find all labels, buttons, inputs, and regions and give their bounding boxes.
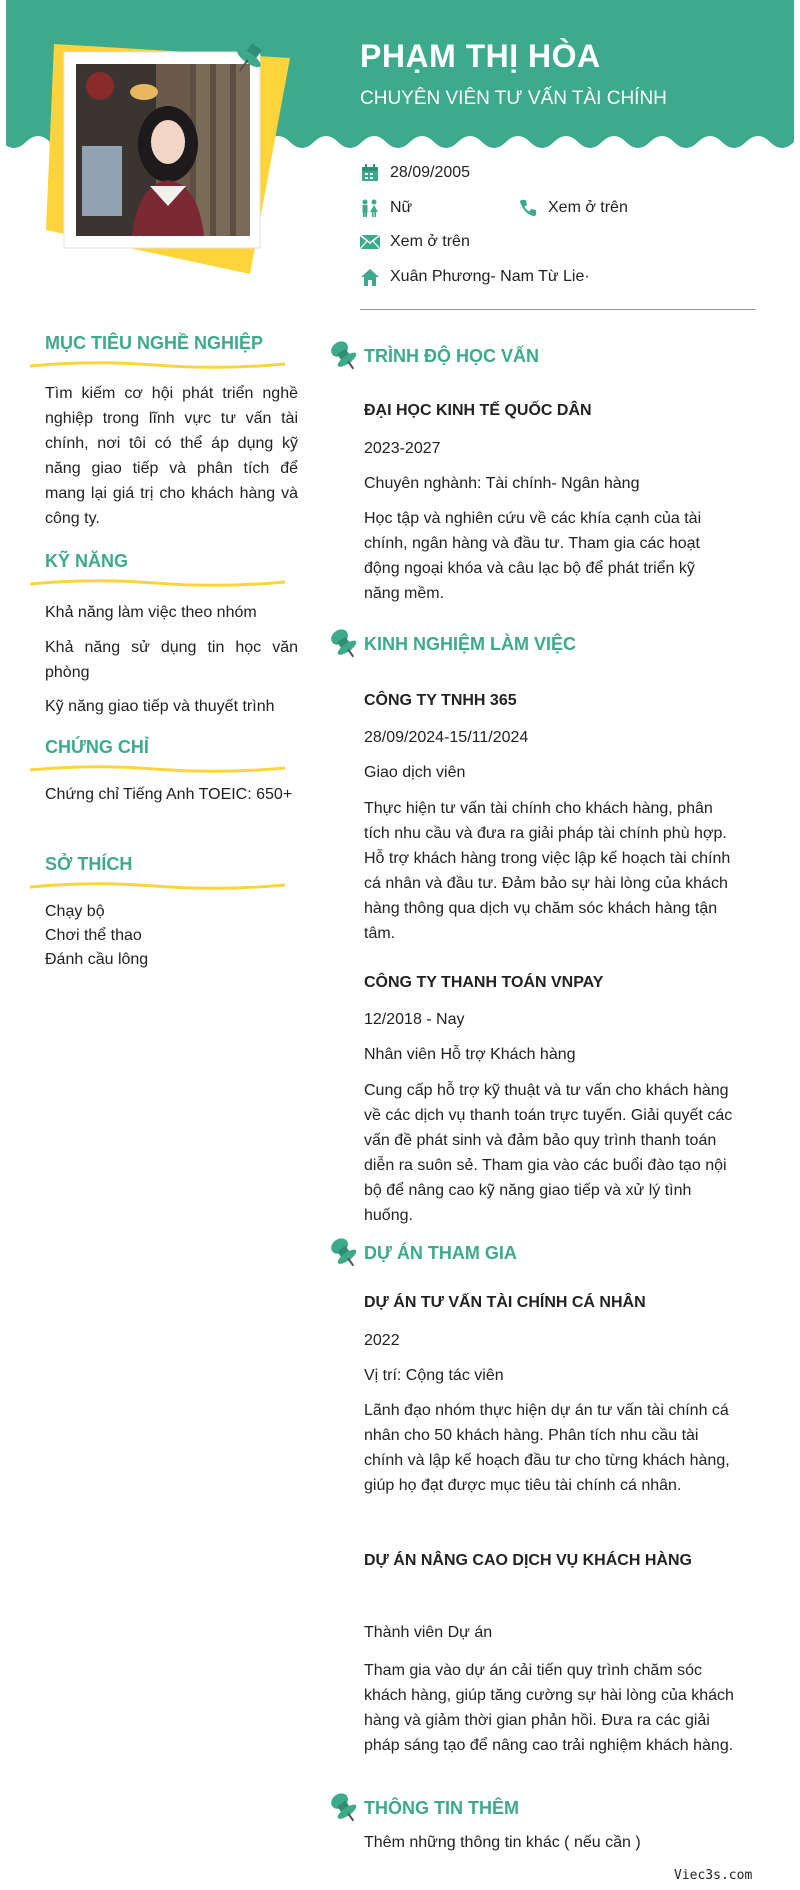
experience-heading — [328, 628, 576, 660]
certificates-section — [30, 737, 300, 774]
objective-title: MỤC TIÊU NGHỀ NGHIỆP — [45, 333, 264, 353]
education-major: Chuyên nghành: Tài chính- Ngân hàng — [364, 475, 640, 492]
pushpin-icon — [328, 1792, 358, 1824]
job-role: Giao dịch viên — [364, 764, 466, 781]
gender-icon — [360, 198, 380, 218]
skill-item: Khả năng làm việc theo nhóm — [45, 604, 257, 621]
birthday-value: 28/09/2005 — [390, 164, 471, 181]
hobbies-title: SỞ THÍCH — [45, 854, 133, 874]
gender-item — [360, 198, 412, 218]
school-name: ĐẠI HỌC KINH TẾ QUỐC DÂN — [364, 402, 592, 419]
pushpin-icon — [328, 1237, 358, 1269]
squiggle-divider — [30, 360, 285, 370]
job-title: CHUYÊN VIÊN TƯ VẤN TÀI CHÍNH — [360, 88, 667, 109]
project-desc: Tham gia vào dự án cải tiến quy trình chăm sóc khách hàng, giúp tăng cường sự hài lòng của khách hàng và giảm thời gian phản hồi. Đưa ra các giải pháp sáng tạo để nâng cao trải nghiệm khách hàng. — [364, 1662, 734, 1754]
experience-title: KINH NGHIỆM LÀM VIỆC — [364, 633, 577, 654]
project-desc: Lãnh đạo nhóm thực hiện dự án tư vấn tài chính cá nhân cho 50 khách hàng. Phân tích nhu cầu tài chính và lập kế hoạch đầu tư cho từng khách hàng, giúp họ đạt được mục tiêu tài chính cá nhân. — [364, 1402, 730, 1494]
company-name: CÔNG TY TNHH 365 — [364, 692, 517, 709]
education-desc: Học tập và nghiên cứu về các khía cạnh của tài chính, ngân hàng và đầu tư. Tham gia các hoạt động ngoại khóa và câu lạc bộ để phát triển kỹ năng mềm. — [364, 510, 702, 602]
project-name: DỰ ÁN NÂNG CAO DỊCH VỤ KHÁCH HÀNG — [364, 1552, 692, 1569]
certificate-text: Chứng chỉ Tiếng Anh TOEIC: 650+ — [45, 786, 293, 803]
birthday-item — [360, 163, 470, 183]
objective-text: Tìm kiếm cơ hội phát triển nghề nghiệp trong lĩnh vực tư vấn tài chính, nơi tôi có thể áp dụng kỹ năng giao tiếp và phân tích để mang lại giá trị cho khách hàng và công ty. — [45, 385, 298, 527]
education-period: 2023-2027 — [364, 440, 441, 457]
pushpin-icon — [328, 628, 358, 660]
squiggle-divider — [30, 578, 285, 588]
job-period: 12/2018 - Nay — [364, 1011, 465, 1028]
watermark: Viec3s.com — [674, 1868, 753, 1883]
hobby-item: Chạy bộ — [45, 903, 105, 920]
job-period: 28/09/2024-15/11/2024 — [364, 729, 529, 746]
objective-section — [30, 333, 300, 370]
hobbies-section — [30, 854, 300, 891]
email-value: Xem ở trên — [390, 233, 470, 250]
education-heading — [328, 340, 539, 372]
hobby-item: Chơi thể thao — [45, 927, 142, 944]
phone-icon — [518, 198, 538, 218]
project-year: 2022 — [364, 1332, 400, 1349]
profile-photo — [76, 64, 250, 236]
gender-value: Nữ — [390, 199, 413, 216]
projects-title: DỰ ÁN THAM GIA — [364, 1242, 517, 1263]
email-item — [360, 232, 470, 252]
job-desc: Cung cấp hỗ trợ kỹ thuật và tư vấn cho khách hàng về các dịch vụ thanh toán trực tuyến. Giải quyết các vấn đề phát sinh và đảm bảo quy trình thanh toán diễn ra suôn sẻ. Tham gia vào các buổi đào tạo nội bộ để nâng cao kỹ năng giao tiếp và xử lý tình huống. — [364, 1082, 733, 1224]
profile-photo-frame — [40, 26, 300, 276]
pushpin-icon — [328, 340, 358, 372]
projects-heading — [328, 1237, 517, 1269]
education-title: TRÌNH ĐỘ HỌC VẤN — [364, 345, 539, 366]
squiggle-divider — [30, 764, 285, 774]
address-value: Xuân Phương- Nam Từ Lie· — [390, 268, 590, 285]
contact-info — [360, 163, 756, 310]
project-name: DỰ ÁN TƯ VẤN TÀI CHÍNH CÁ NHÂN — [364, 1294, 646, 1311]
home-icon — [360, 267, 380, 287]
extra-title: THÔNG TIN THÊM — [364, 1797, 519, 1818]
envelope-icon — [360, 232, 380, 252]
job-role: Nhân viên Hỗ trợ Khách hàng — [364, 1046, 576, 1063]
skills-title: KỸ NĂNG — [45, 551, 129, 571]
company-name: CÔNG TY THANH TOÁN VNPAY — [364, 974, 604, 991]
extra-heading — [328, 1792, 519, 1824]
skills-section — [30, 551, 300, 588]
candidate-name: PHẠM THỊ HÒA — [360, 38, 601, 74]
address-item — [360, 267, 590, 287]
project-role: Vị trí: Cộng tác viên — [364, 1367, 504, 1384]
calendar-icon — [360, 163, 380, 183]
skill-item: Kỹ năng giao tiếp và thuyết trình — [45, 698, 275, 715]
phone-value: Xem ở trên — [548, 199, 628, 216]
project-role: Thành viên Dự án — [364, 1624, 493, 1641]
phone-item — [518, 198, 628, 218]
skill-item: Khả năng sử dụng tin học văn phòng — [45, 639, 298, 681]
hobby-item: Đánh cầu lông — [45, 951, 149, 968]
extra-text: Thêm những thông tin khác ( nếu cần ) — [364, 1834, 641, 1851]
squiggle-divider — [30, 881, 285, 891]
job-desc: Thực hiện tư vấn tài chính cho khách hàng, phân tích nhu cầu và đưa ra giải pháp tài chính phù hợp. Hỗ trợ khách hàng trong việc lập kế hoạch tài chính cá nhân và đầu tư. Đảm bảo sự hài lòng của khách hàng thông qua dịch vụ chăm sóc khách hàng tận tâm. — [364, 800, 731, 942]
certificates-title: CHỨNG CHỈ — [45, 737, 149, 757]
